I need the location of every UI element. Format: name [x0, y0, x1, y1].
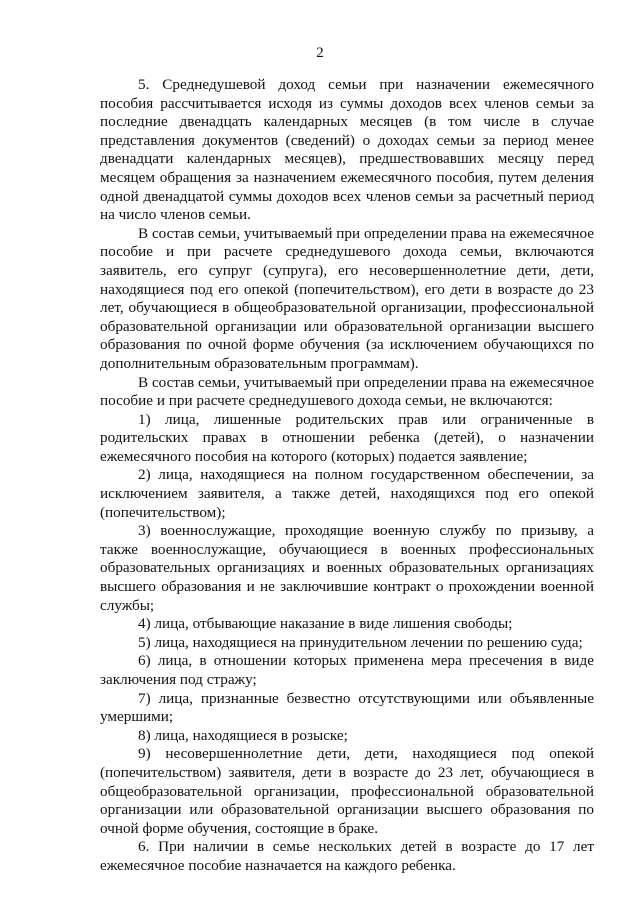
paragraph-family-excluded-intro: В состав семьи, учитываемый при определении права на ежемесячное пособие и при расчете среднедушевого дохода семьи, не включаются:	[100, 373, 594, 410]
list-item-1: 1) лица, лишенные родительских прав или ограниченные в родительских правах в отношении ребенка (детей), о назначении ежемесячного пособия на которого (которых) подается заявление;	[100, 410, 594, 465]
list-item-5: 5) лица, находящиеся на принудительном лечении по решению суда;	[138, 633, 583, 651]
list-item-9: 9) несовершеннолетние дети, дети, находящиеся под опекой (попечительством) заявителя, дети в возрасте до 23 лет, обучающиеся в общеобразовательной организации, профессиональной образовательной организации или образовательной организации высшего образования по очной форме обучения, состоящие в браке.	[100, 745, 594, 837]
page-number: 2	[316, 45, 324, 61]
list-item-7: 7) лица, признанные безвестно отсутствующими или объявленные умершими;	[100, 689, 594, 726]
document-body	[100, 76, 594, 876]
list-item-4: 4) лица, отбывающие наказание в виде лишения свободы;	[138, 615, 513, 633]
list-item-8: 8) лица, находящиеся в розыске;	[138, 726, 348, 744]
paragraph-family-included: В состав семьи, учитываемый при определении права на ежемесячное пособие и при расчете среднедушевого дохода семьи, включаются заявитель, его супруг (супруга), его несовершеннолетние дети, дети, находящиеся под его опекой (попечительством), его дети в возрасте до 23 лет, обучающиеся в общеобразовательной организации, профессиональной образовательной организации или образовательной организации высшего образования по очной форме обучения (за исключением обучающихся по дополнительным образовательным программам).	[100, 224, 594, 372]
list-item-6: 6) лица, в отношении которых применена мера пресечения в виде заключения под стражу;	[100, 652, 594, 688]
paragraph-clause-6: 6. При наличии в семье нескольких детей в возрасте до 17 лет ежемесячное пособие назначается на каждого ребенка.	[100, 838, 594, 874]
paragraph-clause-5: 5. Среднедушевой доход семьи при назначении ежемесячного пособия рассчитывается исходя из суммы доходов всех членов семьи за последние двенадцать календарных месяцев (в том числе в случае представления документов (сведений) о доходах семьи за период менее двенадцати календарных месяцев), предшествовавших месяцу перед месяцем обращения за назначением ежемесячного пособия, путем деления одной двенадцатой суммы доходов всех членов семьи за расчетный период на число членов семьи.	[100, 76, 594, 224]
list-item-3: 3) военнослужащие, проходящие военную службу по призыву, а также военнослужащие, обучающиеся в военных профессиональных образовательных организациях и военных образовательных организациях высшего образования и не заключившие контракт о прохождении военной службы;	[100, 522, 594, 614]
list-item-2: 2) лица, находящиеся на полном государственном обеспечении, за исключением заявителя, а также детей, находящихся под его опекой (попечительством);	[100, 466, 594, 521]
